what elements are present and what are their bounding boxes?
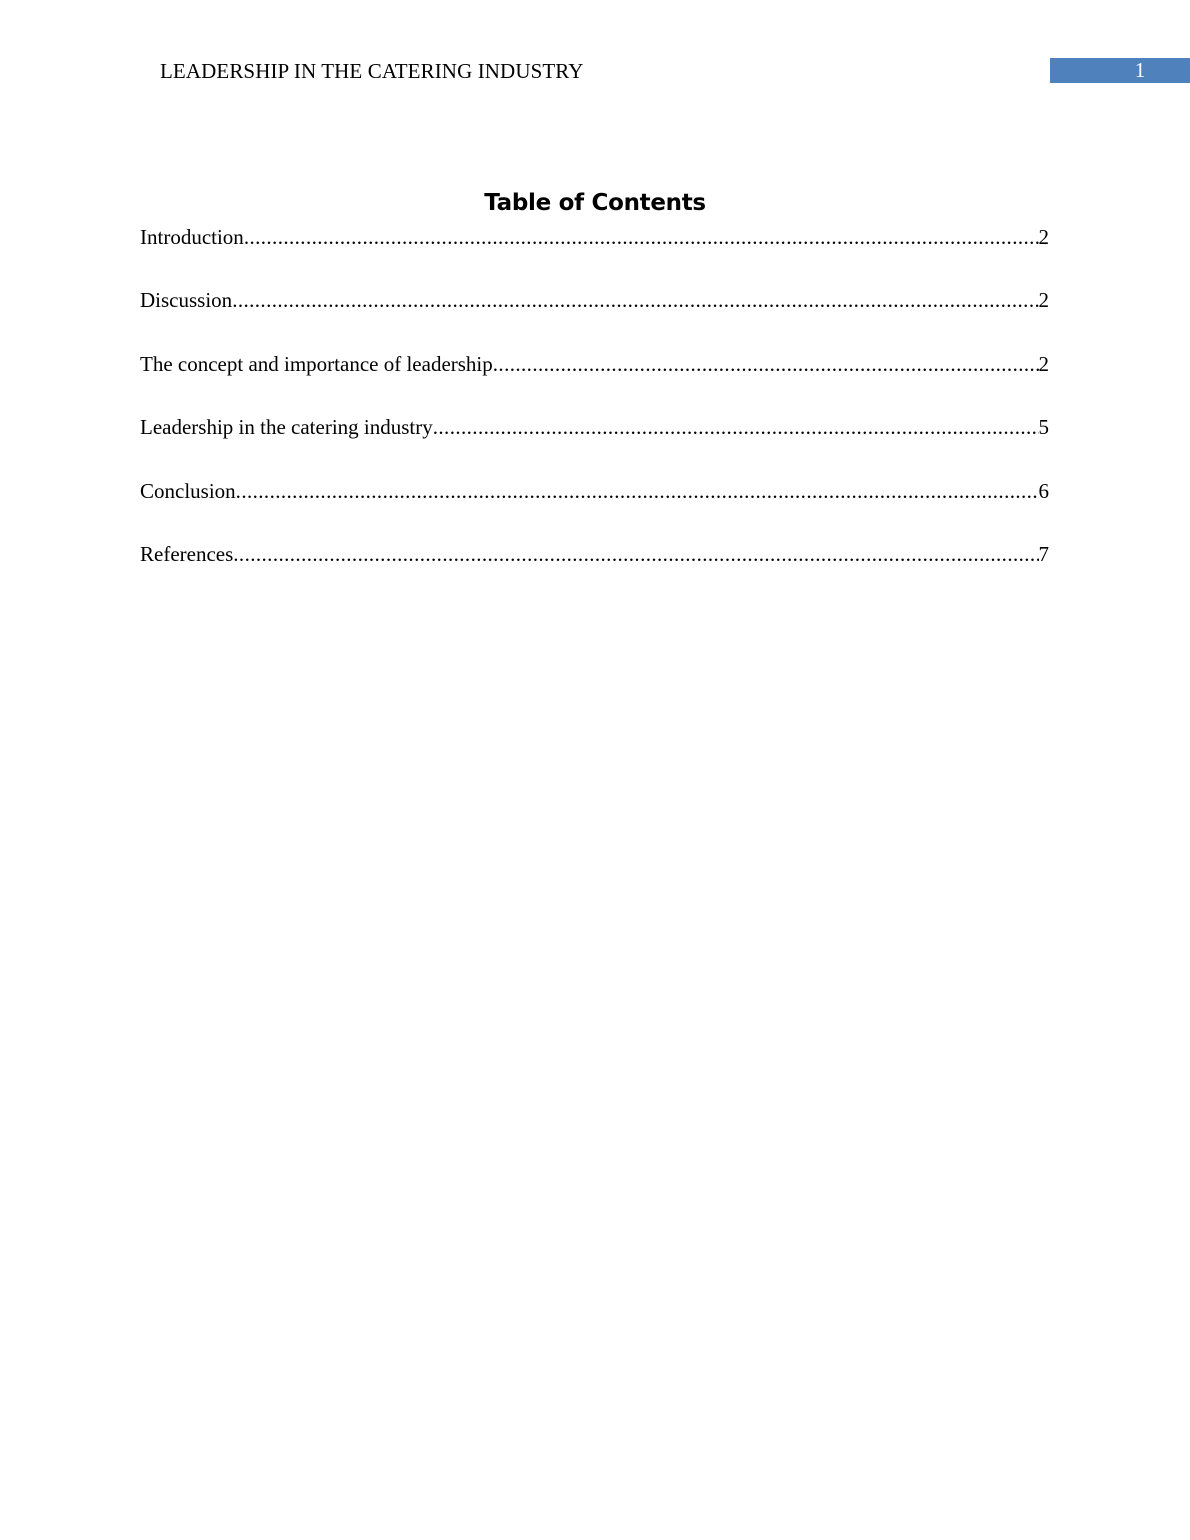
toc-dot-leader — [244, 224, 1039, 250]
toc-entry-label: References — [140, 541, 234, 566]
toc-entry-page: 7 — [1038, 541, 1049, 566]
toc-entry-label: Leadership in the catering industry — [140, 415, 433, 440]
toc-entry-page: 6 — [1038, 478, 1049, 503]
toc-entry-page: 5 — [1038, 415, 1049, 440]
toc-entry-page: 2 — [1038, 225, 1049, 249]
toc-entry-references[interactable] — [140, 541, 1049, 604]
toc-entry-label: Conclusion — [140, 478, 236, 503]
toc-entry-concept-importance[interactable] — [140, 351, 1049, 414]
toc-dot-leader — [233, 541, 1038, 567]
toc-entry-discussion[interactable] — [140, 287, 1049, 350]
toc-entry-catering-leadership[interactable] — [140, 414, 1049, 477]
toc-entry-label: Introduction — [140, 225, 244, 249]
toc-entry-conclusion[interactable] — [140, 478, 1049, 541]
toc-list — [140, 224, 1049, 604]
page-number-badge: 1 — [1050, 58, 1190, 83]
toc-entry-page: 2 — [1038, 288, 1049, 313]
toc-heading: Table of Contents — [484, 190, 706, 216]
running-header-title: LEADERSHIP IN THE CATERING INDUSTRY — [160, 59, 584, 83]
toc-dot-leader — [232, 287, 1038, 313]
toc-entry-label: The concept and importance of leadership — [140, 351, 493, 376]
toc-entry-label: Discussion — [140, 288, 233, 313]
toc-dot-leader — [433, 414, 1039, 440]
toc-dot-leader — [236, 478, 1039, 504]
toc-entry-introduction[interactable] — [140, 224, 1049, 287]
toc-dot-leader — [493, 351, 1039, 377]
toc-entry-page: 2 — [1038, 351, 1049, 376]
